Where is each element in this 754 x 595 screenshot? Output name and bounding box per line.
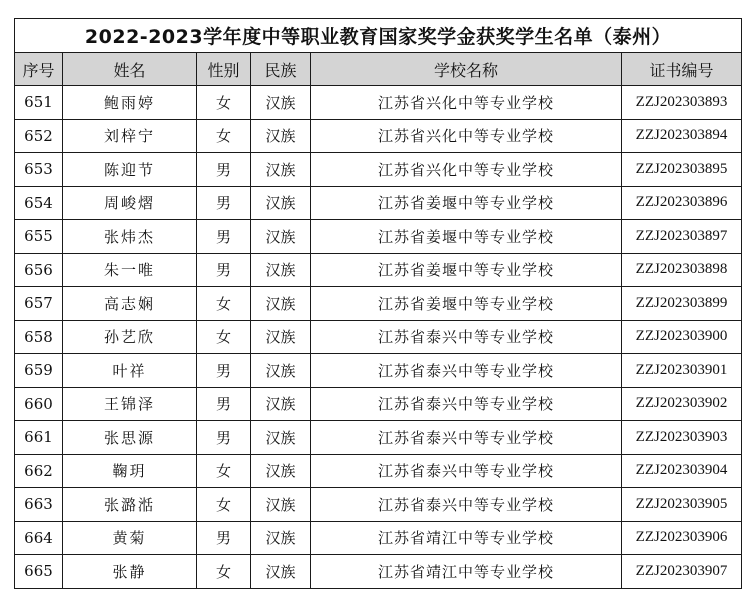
cell-name: 张静 — [63, 555, 197, 589]
table-row — [15, 220, 742, 254]
cell-gender: 女 — [197, 287, 251, 321]
cell-no: 655 — [15, 220, 63, 254]
cell-gender: 女 — [197, 119, 251, 153]
cell-ethnicity: 汉族 — [251, 521, 311, 555]
cell-cert: ZZJ202303904 — [622, 454, 742, 488]
document-title: 2022-2023学年度中等职业教育国家奖学金获奖学生名单（泰州） — [15, 19, 742, 53]
cell-cert: ZZJ202303894 — [622, 119, 742, 153]
cell-no: 652 — [15, 119, 63, 153]
cell-cert: ZZJ202303896 — [622, 186, 742, 220]
cell-school: 江苏省泰兴中等专业学校 — [311, 320, 622, 354]
cell-no: 651 — [15, 86, 63, 120]
cell-ethnicity: 汉族 — [251, 153, 311, 187]
cell-gender: 男 — [197, 421, 251, 455]
cell-gender: 男 — [197, 387, 251, 421]
cell-cert: ZZJ202303907 — [622, 555, 742, 589]
cell-name: 朱一唯 — [63, 253, 197, 287]
cell-gender: 男 — [197, 153, 251, 187]
cell-ethnicity: 汉族 — [251, 555, 311, 589]
table-row — [15, 320, 742, 354]
cell-cert: ZZJ202303898 — [622, 253, 742, 287]
header-gender: 性别 — [197, 53, 251, 86]
cell-name: 张潞湉 — [63, 488, 197, 522]
header-no: 序号 — [15, 53, 63, 86]
cell-school: 江苏省靖江中等专业学校 — [311, 521, 622, 555]
cell-name: 叶祥 — [63, 354, 197, 388]
cell-ethnicity: 汉族 — [251, 86, 311, 120]
table-row — [15, 86, 742, 120]
cell-cert: ZZJ202303895 — [622, 153, 742, 187]
cell-school: 江苏省泰兴中等专业学校 — [311, 488, 622, 522]
table-row — [15, 421, 742, 455]
cell-ethnicity: 汉族 — [251, 454, 311, 488]
cell-name: 周峻熠 — [63, 186, 197, 220]
cell-school: 江苏省姜堰中等专业学校 — [311, 287, 622, 321]
cell-gender: 男 — [197, 521, 251, 555]
cell-school: 江苏省兴化中等专业学校 — [311, 119, 622, 153]
cell-gender: 女 — [197, 488, 251, 522]
cell-ethnicity: 汉族 — [251, 354, 311, 388]
cell-name: 王锦泽 — [63, 387, 197, 421]
cell-school: 江苏省兴化中等专业学校 — [311, 86, 622, 120]
cell-name: 高志娴 — [63, 287, 197, 321]
cell-no: 656 — [15, 253, 63, 287]
cell-name: 张炜杰 — [63, 220, 197, 254]
cell-name: 张思源 — [63, 421, 197, 455]
cell-gender: 男 — [197, 220, 251, 254]
cell-ethnicity: 汉族 — [251, 119, 311, 153]
header-ethnicity: 民族 — [251, 53, 311, 86]
cell-cert: ZZJ202303906 — [622, 521, 742, 555]
cell-ethnicity: 汉族 — [251, 220, 311, 254]
cell-school: 江苏省泰兴中等专业学校 — [311, 421, 622, 455]
table-row — [15, 253, 742, 287]
cell-no: 657 — [15, 287, 63, 321]
cell-ethnicity: 汉族 — [251, 320, 311, 354]
cell-cert: ZZJ202303902 — [622, 387, 742, 421]
cell-no: 664 — [15, 521, 63, 555]
cell-no: 665 — [15, 555, 63, 589]
cell-gender: 女 — [197, 454, 251, 488]
cell-school: 江苏省姜堰中等专业学校 — [311, 186, 622, 220]
cell-ethnicity: 汉族 — [251, 421, 311, 455]
cell-no: 654 — [15, 186, 63, 220]
cell-name: 刘梓宁 — [63, 119, 197, 153]
cell-cert: ZZJ202303899 — [622, 287, 742, 321]
cell-name: 孙艺欣 — [63, 320, 197, 354]
cell-cert: ZZJ202303901 — [622, 354, 742, 388]
award-list-table — [14, 18, 742, 589]
cell-gender: 女 — [197, 555, 251, 589]
cell-school: 江苏省泰兴中等专业学校 — [311, 354, 622, 388]
table-row — [15, 186, 742, 220]
cell-name: 鲍雨婷 — [63, 86, 197, 120]
cell-cert: ZZJ202303900 — [622, 320, 742, 354]
cell-school: 江苏省姜堰中等专业学校 — [311, 220, 622, 254]
cell-name: 陈迎节 — [63, 153, 197, 187]
table-row — [15, 119, 742, 153]
cell-gender: 女 — [197, 86, 251, 120]
cell-name: 鞠玥 — [63, 454, 197, 488]
cell-ethnicity: 汉族 — [251, 387, 311, 421]
cell-no: 659 — [15, 354, 63, 388]
table-row — [15, 153, 742, 187]
cell-gender: 男 — [197, 186, 251, 220]
cell-school: 江苏省姜堰中等专业学校 — [311, 253, 622, 287]
table-row — [15, 521, 742, 555]
cell-no: 663 — [15, 488, 63, 522]
cell-school: 江苏省泰兴中等专业学校 — [311, 387, 622, 421]
header-school: 学校名称 — [311, 53, 622, 86]
cell-gender: 女 — [197, 320, 251, 354]
cell-no: 653 — [15, 153, 63, 187]
table-row — [15, 354, 742, 388]
cell-cert: ZZJ202303903 — [622, 421, 742, 455]
cell-school: 江苏省泰兴中等专业学校 — [311, 454, 622, 488]
cell-ethnicity: 汉族 — [251, 488, 311, 522]
header-row — [15, 53, 742, 86]
cell-ethnicity: 汉族 — [251, 186, 311, 220]
cell-school: 江苏省兴化中等专业学校 — [311, 153, 622, 187]
table-row — [15, 555, 742, 589]
cell-no: 662 — [15, 454, 63, 488]
cell-name: 黄菊 — [63, 521, 197, 555]
cell-ethnicity: 汉族 — [251, 287, 311, 321]
table-row — [15, 387, 742, 421]
table-row — [15, 287, 742, 321]
cell-cert: ZZJ202303897 — [622, 220, 742, 254]
cell-no: 660 — [15, 387, 63, 421]
cell-school: 江苏省靖江中等专业学校 — [311, 555, 622, 589]
table-row — [15, 488, 742, 522]
cell-gender: 男 — [197, 253, 251, 287]
cell-no: 658 — [15, 320, 63, 354]
cell-gender: 男 — [197, 354, 251, 388]
table-row — [15, 454, 742, 488]
cell-ethnicity: 汉族 — [251, 253, 311, 287]
table-body — [15, 86, 742, 589]
cell-no: 661 — [15, 421, 63, 455]
header-cert: 证书编号 — [622, 53, 742, 86]
cell-cert: ZZJ202303893 — [622, 86, 742, 120]
header-name: 姓名 — [63, 53, 197, 86]
cell-cert: ZZJ202303905 — [622, 488, 742, 522]
